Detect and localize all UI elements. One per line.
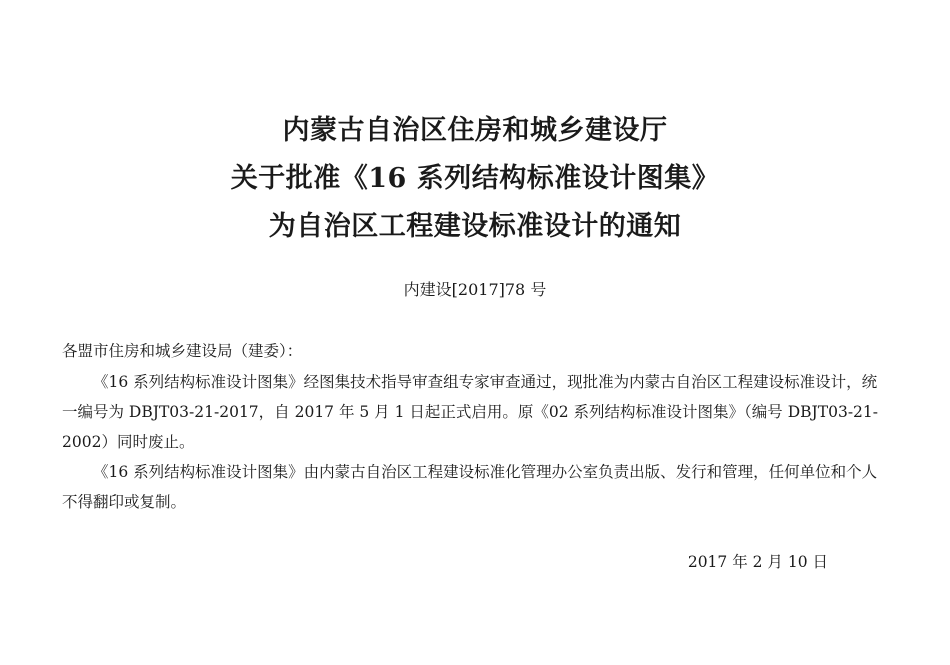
- title-line-2: 关于批准《16 系列结构标准设计图集》: [230, 163, 720, 194]
- paragraph-publication: 《16 系列结构标准设计图集》由内蒙古自治区工程建设标准化管理办公室负责出版、发行和管理，任何单位和个人不得翻印或复制。: [62, 463, 878, 511]
- title-line-3: 为自治区工程建设标准设计的通知: [268, 211, 682, 242]
- paragraph-approval: 《16 系列结构标准设计图集》经图集技术指导审查组专家审查通过，现批准为内蒙古自治区工程建设标准设计，统一编号为 DBJT03-21-2017，自 2017 年 5 月 1 日起正式启用。原《02 系列结构标准设计图集》（编号 DBJT03-21-2002）同时废止。: [62, 373, 879, 451]
- document-number: 内建设[2017]78 号: [403, 280, 547, 299]
- addressee: 各盟市住房和城乡建设局（建委）：: [62, 342, 303, 360]
- issue-date: 2017 年 2 月 10 日: [687, 553, 828, 571]
- title-line-1: 内蒙古自治区住房和城乡建设厅: [282, 115, 668, 146]
